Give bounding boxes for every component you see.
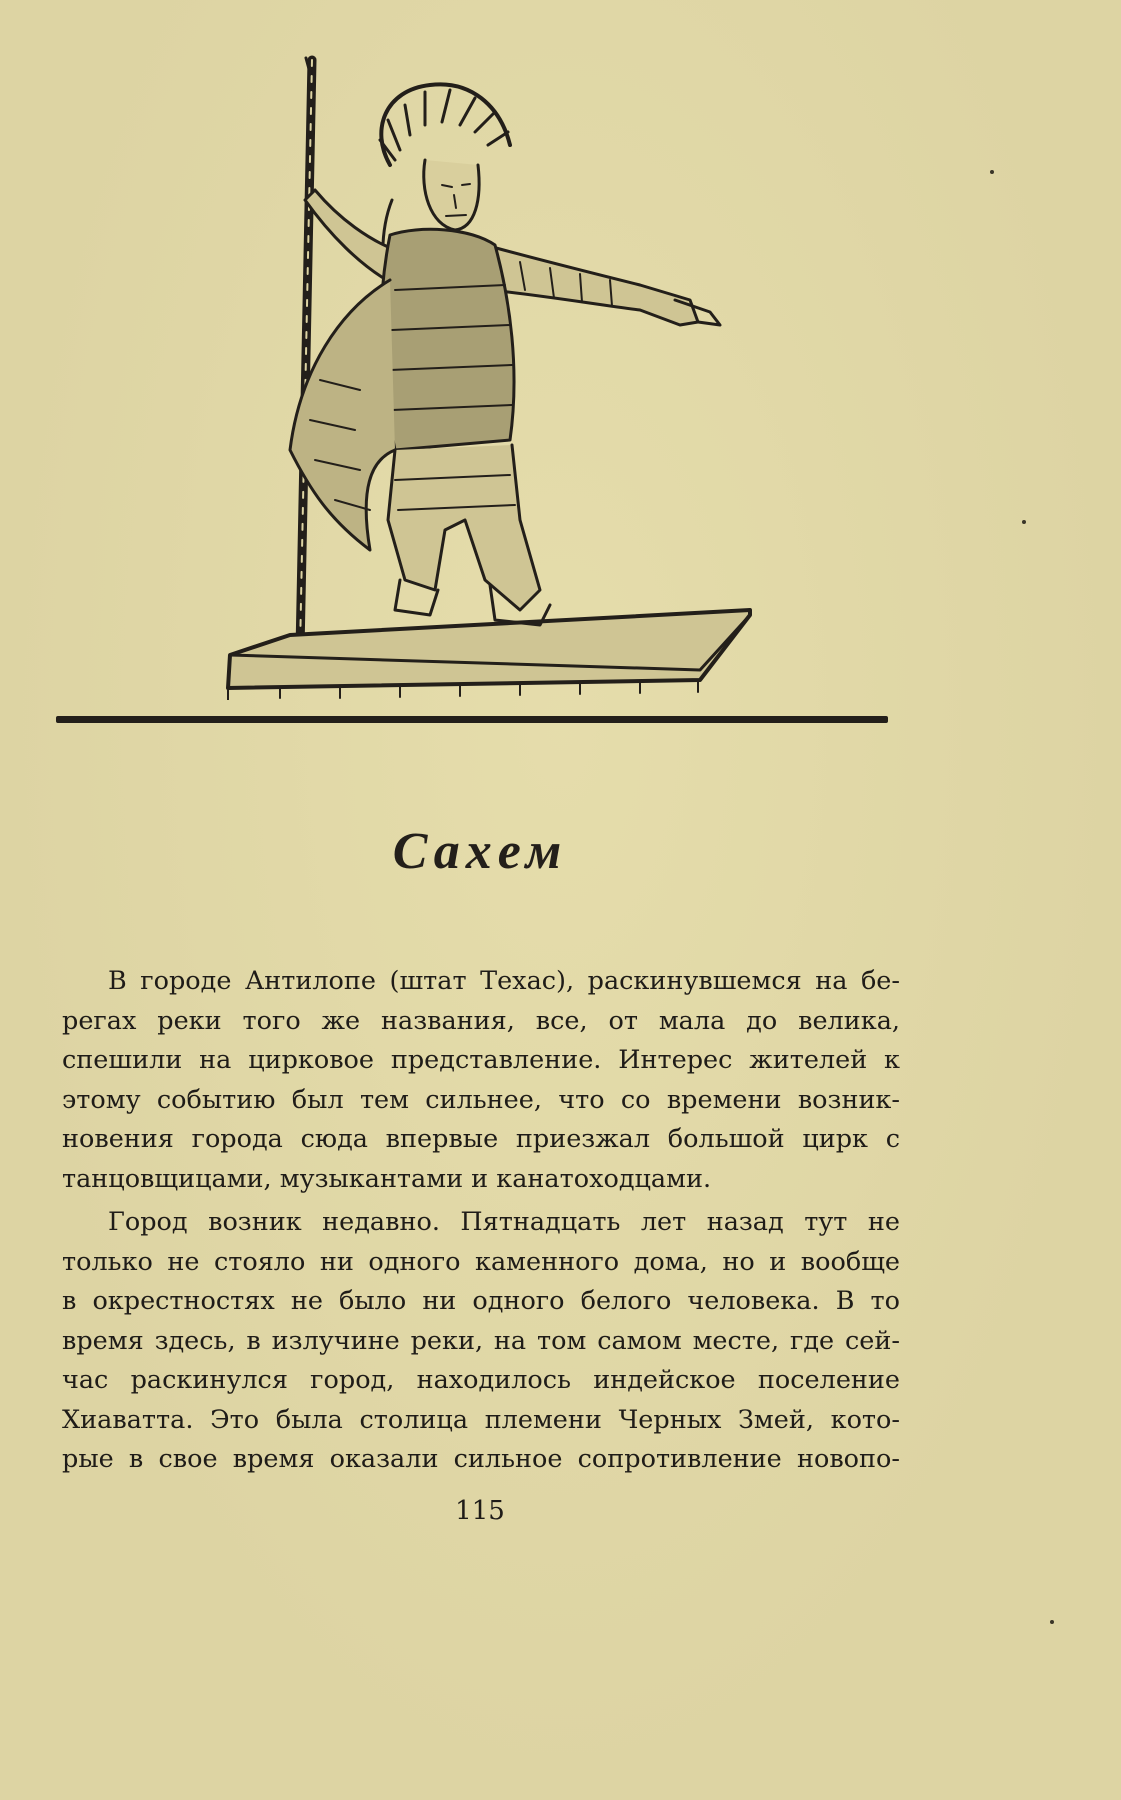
text-line: время здесь, в излучине реки, на том самом месте, где сей- <box>62 1325 900 1356</box>
paper-speck <box>1050 1620 1054 1624</box>
text-line: спешили на цирковое представление. Интерес жителей к <box>62 1045 900 1075</box>
sachem-illustration <box>220 50 760 700</box>
page-number: 115 <box>455 1496 505 1526</box>
text-line: рые в свое время оказали сильное сопротивление новопо- <box>62 1444 900 1474</box>
text-line: Город возник недавно. Пятнадцать лет назад тут не <box>108 1207 900 1237</box>
body-text <box>62 962 900 1480</box>
divider-rule <box>56 716 888 723</box>
text-line: Хиаватта. Это была столица племени Черных Змей, кото- <box>62 1404 900 1435</box>
text-line: в окрестностях не было ни одного белого человека. В то <box>62 1286 900 1316</box>
paper-speck <box>990 170 994 174</box>
text-line: этому событию был тем сильнее, что со времени возник- <box>62 1084 900 1115</box>
text-line: новения города сюда впервые приезжал большой цирк с <box>62 1124 900 1154</box>
text-line: час раскинулся город, находилось индейское поселение <box>62 1365 900 1395</box>
text-line: только не стояло ни одного каменного дома, но и вообще <box>62 1246 900 1277</box>
text-line: танцовщицами, музыкантами и канатоходцами. <box>62 1163 712 1194</box>
paper-speck <box>1022 520 1026 524</box>
chapter-title: Сахем <box>392 823 568 880</box>
text-line: В городе Антилопе (штат Техас), раскинувшемся на бе- <box>108 966 900 996</box>
text-line: регах реки того же названия, все, от мала до велика, <box>62 1005 900 1036</box>
